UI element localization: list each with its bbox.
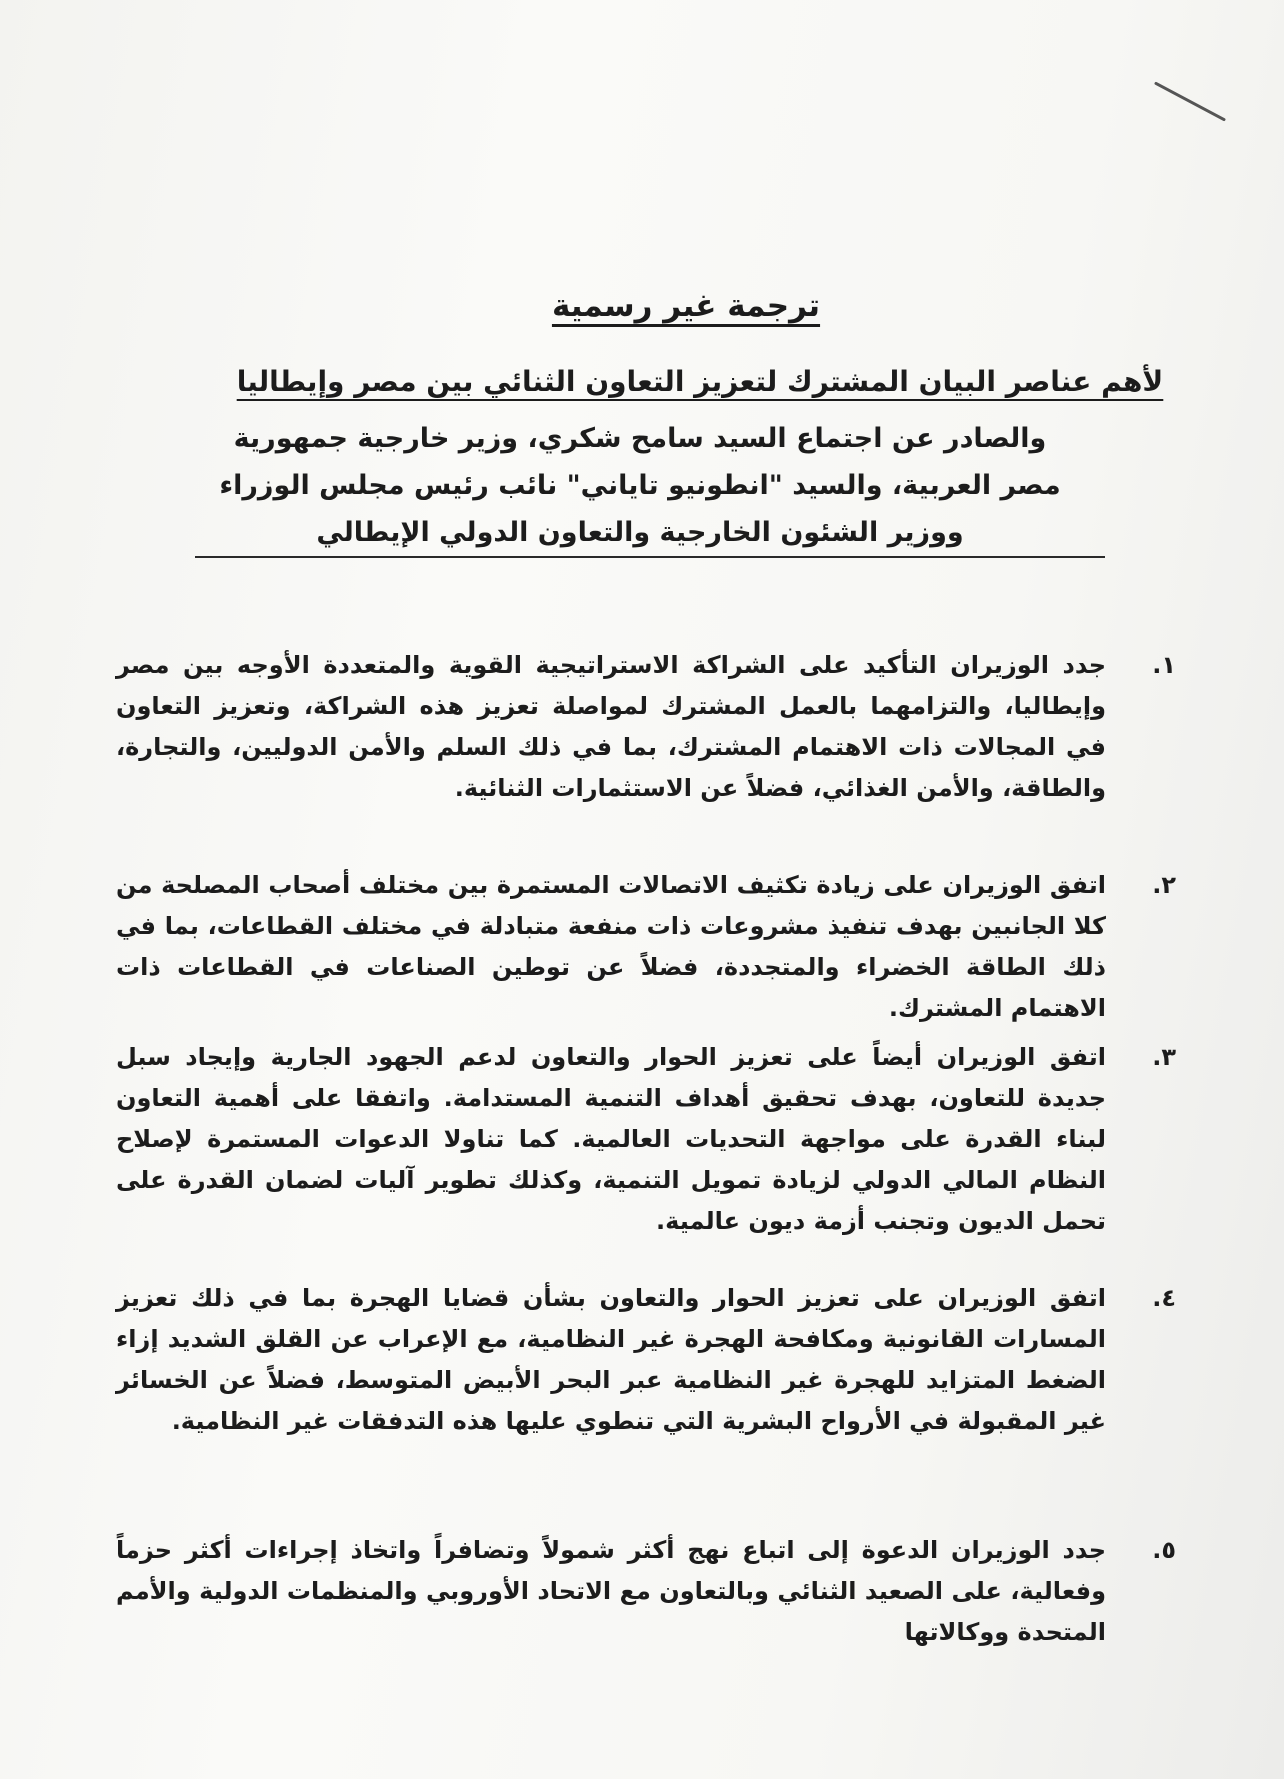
paragraph-text: اتفق الوزيران على تعزيز الحوار والتعاون بشأن قضايا الهجرة بما في ذلك تعزيز المسارات القانونية ومكافحة الهجرة غير النظامية، مع الإعراب عن القلق الشديد إزاء الضغط المتزايد للهجرة غير النظامية عبر البحر الأبيض المتوسط، فضلاً عن الخسائر غير المقبولة في الأرواح البشرية التي تنطوي عليها هذه التدفقات غير النظامية. (116, 1284, 1106, 1435)
pen-mark (1154, 81, 1226, 121)
paragraph-number: ٤. (1152, 1284, 1176, 1312)
paragraph-text: اتفق الوزيران أيضاً على تعزيز الحوار والتعاون لدعم الجهود الجارية وإيجاد سبل جديدة للتعاون، بهدف تحقيق أهداف التنمية المستدامة. واتفقا على أهمية التعاون لبناء القدرة على مواجهة التحديات العالمية. كما تناولا الدعوات المستمرة لإصلاح النظام المالي الدولي لزيادة تمويل التنمية، وكذلك تطوير آليات لضمان القدرة على تحمل الديون وتجنب أزمة ديون عالمية. (116, 1043, 1106, 1235)
paragraph-2 (116, 865, 1176, 1029)
document-subtitle (0, 365, 1284, 398)
paragraph-text: اتفق الوزيران على زيادة تكثيف الاتصالات المستمرة بين مختلف أصحاب المصلحة من كلا الجانبين بهدف تنفيذ مشروعات ذات منفعة متبادلة في مختلف القطاعات، بما في ذلك الطاقة الخضراء والمتجددة، فضلاً عن توطين الصناعات في القطاعات ذات الاهتمام المشترك. (116, 871, 1106, 1022)
paragraph-3 (116, 1037, 1176, 1242)
paragraph-number: ٥. (1152, 1536, 1176, 1564)
document-title-text: ترجمة غير رسمية (551, 288, 821, 324)
paragraph-number: ١. (1152, 651, 1176, 679)
paragraph-text: جدد الوزيران الدعوة إلى اتباع نهج أكثر شمولاً وتضافراً واتخاذ إجراءات أكثر حزماً وفعالية، على الصعيد الثنائي وبالتعاون مع الاتحاد الأوروبي والمنظمات الدولية والأمم المتحدة ووكالاتها (116, 1536, 1106, 1646)
paragraph-text: جدد الوزيران التأكيد على الشراكة الاستراتيجية القوية والمتعددة الأوجه بين مصر وإيطاليا، والتزامهما بالعمل المشترك لمواصلة تعزيز هذه الشراكة، وتعزيز التعاون في المجالات ذات الاهتمام المشترك، بما في ذلك السلم والأمن الدوليين، والتجارة، والطاقة، والأمن الغذائي، فضلاً عن الاستثمارات الثنائية. (116, 651, 1106, 802)
paragraph-number: ٣. (1152, 1043, 1176, 1071)
paragraph-5 (116, 1530, 1176, 1653)
header-divider (195, 556, 1105, 558)
paragraph-1 (116, 645, 1176, 809)
issued-by-statement: والصادر عن اجتماع السيد سامح شكري، وزير خارجية جمهورية مصر العربية، والسيد "انطونيو تاياني" نائب رئيس مجلس الوزراء ووزير الشئون الخارجية والتعاون الدولي الإيطالي (219, 423, 1061, 548)
paragraph-number: ٢. (1152, 871, 1176, 899)
document-title (0, 288, 1284, 324)
document-subtitle-text: لأهم عناصر البيان المشترك لتعزيز التعاون الثنائي بين مصر وإيطاليا (236, 365, 1164, 398)
paragraph-4 (116, 1278, 1176, 1442)
